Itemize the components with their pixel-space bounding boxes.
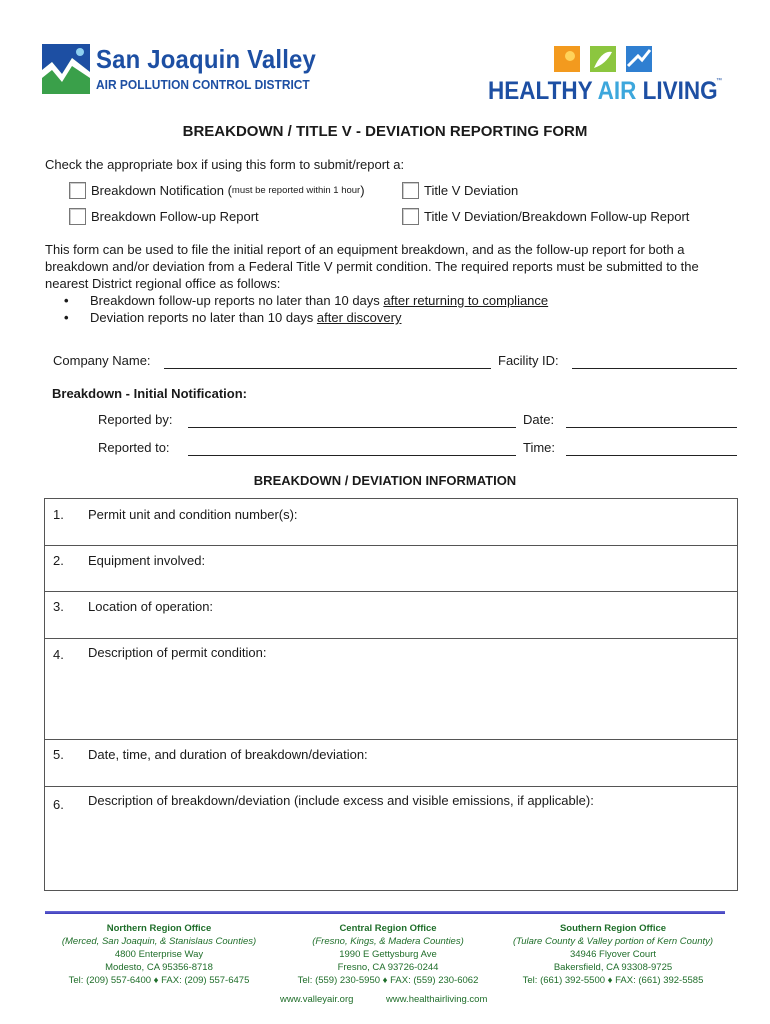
- date-label: Date:: [523, 412, 555, 427]
- healthy-air-living-logo: [486, 46, 726, 104]
- row-label: Permit unit and condition number(s):: [88, 507, 298, 522]
- southern-region-office: [498, 922, 728, 987]
- region-city: Modesto, CA 95356-8718: [105, 962, 213, 973]
- region-name: Northern Region Office: [106, 923, 212, 934]
- sjv-apcd-logo: [42, 44, 317, 100]
- region-street: 4800 Enterprise Way: [114, 949, 204, 960]
- brand-air: AIR: [597, 77, 637, 105]
- facility-id-field[interactable]: [572, 368, 737, 369]
- initial-notification-heading: Breakdown - Initial Notification:: [52, 386, 248, 401]
- breakdown-notification-note: must be reported within 1 hour: [231, 185, 361, 196]
- breakdown-followup-label: Breakdown Follow-up Report: [91, 209, 259, 224]
- brand-healthy: HEALTHY: [488, 77, 598, 105]
- title-v-deviation-label: Title V Deviation: [424, 183, 519, 198]
- info-row-breakdown-description[interactable]: [45, 787, 737, 890]
- breakdown-notification-close: ): [360, 183, 365, 198]
- form-description: This form can be used to file the initial report of an equipment breakdown, and as the follow-up report for both a breakdown and/or deviation from a Federal Title V permit condition. The required reports must be submitted to the nearest District regional office as follows:: [45, 242, 699, 291]
- region-city: Bakersfield, CA 93308-9725: [553, 962, 673, 973]
- option-breakdown-followup: [69, 208, 259, 225]
- org-subtitle: AIR POLLUTION CONTROL DISTRICT: [96, 77, 310, 92]
- website-link-valleyair[interactable]: www.valleyair.org: [280, 994, 354, 1005]
- option-breakdown-notification: [69, 182, 365, 199]
- breakdown-notification-checkbox[interactable]: [69, 182, 86, 199]
- company-name-field[interactable]: [164, 368, 491, 369]
- row-label: Description of breakdown/deviation (include excess and visible emissions, if applicable):: [88, 793, 594, 808]
- info-row-equipment[interactable]: [45, 546, 737, 592]
- bullet-underlined: after discovery: [316, 310, 402, 325]
- reported-by-field[interactable]: [188, 427, 516, 428]
- list-item: [64, 292, 548, 309]
- deviation-info-table: [44, 498, 738, 891]
- website-link-healthyairliving[interactable]: www.healthairliving.com: [386, 994, 488, 1005]
- region-name: Southern Region Office: [559, 923, 667, 934]
- brand-wordmark: [488, 77, 718, 106]
- reporting-deadlines-list: [64, 292, 548, 326]
- form-title: BREAKDOWN / TITLE V - DEVIATION REPORTING FORM: [182, 123, 588, 140]
- footer-divider: [45, 911, 725, 914]
- title-v-deviation-checkbox[interactable]: [402, 182, 419, 199]
- reported-to-label: Reported to:: [98, 440, 170, 455]
- row-number: 3.: [53, 599, 64, 614]
- info-row-date-time[interactable]: [45, 740, 737, 787]
- row-label: Equipment involved:: [88, 553, 206, 568]
- brand-tiles-icon: [554, 46, 654, 74]
- region-city: Fresno, CA 93726-0244: [337, 962, 439, 973]
- central-region-office: [273, 922, 503, 987]
- title-v-breakdown-followup-label: Title V Deviation/Breakdown Follow-up Report: [424, 209, 690, 224]
- trademark-mark: ™: [716, 78, 722, 84]
- breakdown-followup-checkbox[interactable]: [69, 208, 86, 225]
- reported-to-field[interactable]: [188, 455, 516, 456]
- region-phone: Tel: (559) 230-5950 ♦ FAX: (559) 230-6062: [297, 975, 479, 986]
- date-field[interactable]: [566, 427, 737, 428]
- bullet-text: Deviation reports no later than 10 days: [90, 310, 317, 325]
- region-phone: Tel: (209) 557-6400 ♦ FAX: (209) 557-6475: [68, 975, 250, 986]
- info-row-location[interactable]: [45, 592, 737, 639]
- region-name: Central Region Office: [339, 923, 437, 934]
- time-field[interactable]: [566, 455, 737, 456]
- bullet-underlined: after returning to compliance: [383, 293, 549, 308]
- company-name-label: Company Name:: [53, 353, 151, 368]
- row-number: 5.: [53, 747, 64, 762]
- region-street: 34946 Flyover Court: [569, 949, 657, 960]
- info-row-permit-unit[interactable]: [45, 499, 737, 546]
- region-phone: Tel: (661) 392-5500 ♦ FAX: (661) 392-5585: [522, 975, 704, 986]
- row-label: Date, time, and duration of breakdown/deviation:: [88, 747, 368, 762]
- title-v-breakdown-followup-checkbox[interactable]: [402, 208, 419, 225]
- reported-by-label: Reported by:: [98, 412, 173, 427]
- list-item: [64, 309, 548, 326]
- intro-text: Check the appropriate box if using this form to submit/report a:: [45, 157, 405, 172]
- option-title-v-breakdown-followup: [402, 208, 689, 225]
- row-number: 1.: [53, 507, 64, 522]
- region-counties: (Fresno, Kings, & Madera Counties): [312, 936, 464, 947]
- region-counties: (Tulare County & Valley portion of Kern County): [512, 936, 714, 947]
- northern-region-office: [44, 922, 274, 987]
- brand-living: LIVING: [636, 77, 718, 105]
- row-number: 4.: [53, 647, 64, 662]
- bullet-text: Breakdown follow-up reports no later than 10 days: [90, 293, 384, 308]
- breakdown-notification-label: Breakdown Notification (: [91, 183, 232, 198]
- time-label: Time:: [523, 440, 556, 455]
- info-row-permit-condition[interactable]: [45, 639, 737, 740]
- region-street: 1990 E Gettysburg Ave: [339, 949, 437, 960]
- mountain-logo-icon: [42, 44, 90, 94]
- row-label: Location of operation:: [88, 599, 214, 614]
- info-heading: BREAKDOWN / DEVIATION INFORMATION: [253, 473, 517, 488]
- row-number: 6.: [53, 797, 64, 812]
- facility-id-label: Facility ID:: [498, 353, 559, 368]
- option-title-v-deviation: [402, 182, 518, 199]
- row-label: Description of permit condition:: [88, 645, 267, 660]
- row-number: 2.: [53, 553, 64, 568]
- org-name: San Joaquin Valley: [96, 44, 317, 74]
- region-counties: (Merced, San Joaquin, & Stanislaus Counties): [61, 936, 257, 947]
